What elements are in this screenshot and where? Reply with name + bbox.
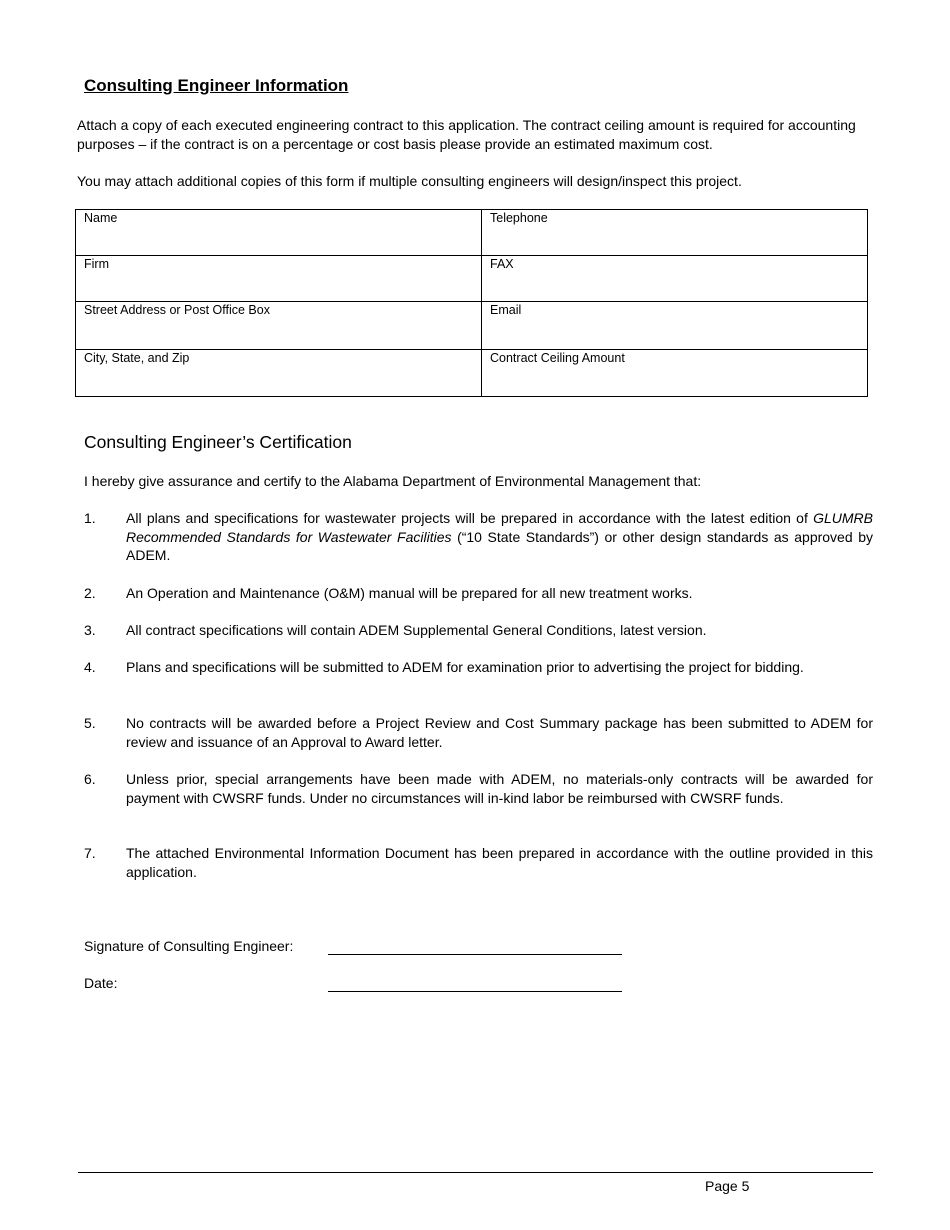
fax-field[interactable]	[482, 256, 868, 302]
list-number: 4.	[84, 659, 96, 675]
list-number: 7.	[84, 845, 96, 861]
field-label: Firm	[84, 257, 109, 271]
list-item	[84, 714, 873, 751]
contract-ceiling-field[interactable]	[482, 350, 868, 397]
list-item	[84, 844, 873, 881]
section-title: Consulting Engineer Information	[84, 76, 349, 95]
city-state-zip-field[interactable]	[76, 350, 482, 397]
date-label: Date:	[84, 975, 118, 991]
list-text: An Operation and Maintenance (O&M) manual will be prepared for all new treatment works.	[126, 585, 693, 601]
engineer-info-table	[75, 209, 868, 397]
field-label: Telephone	[490, 211, 548, 225]
additional-copies-note: You may attach additional copies of this form if multiple consulting engineers will design/inspect this project.	[77, 173, 742, 189]
table-row	[76, 350, 868, 397]
list-item	[84, 621, 873, 640]
table-row	[76, 256, 868, 302]
list-text-part: All plans and specifications for wastewater projects will be prepared in accordance with the latest edition of	[126, 510, 814, 526]
certification-title: Consulting Engineer’s Certification	[84, 432, 352, 452]
list-item	[84, 509, 873, 565]
table-row	[76, 302, 868, 350]
list-item	[84, 584, 873, 603]
standards-title: GLUMRB Recommended Standards for Wastewater Facilities	[126, 510, 873, 545]
list-item	[84, 658, 873, 677]
signature-line[interactable]	[328, 954, 622, 955]
field-label: Name	[84, 211, 118, 225]
field-label: Street Address or Post Office Box	[84, 303, 270, 317]
field-label: Email	[490, 303, 522, 317]
field-label: FAX	[490, 257, 514, 271]
list-text	[126, 509, 873, 565]
field-label: City, State, and Zip	[84, 351, 190, 365]
list-number: 2.	[84, 585, 96, 601]
contract-instructions: Attach a copy of each executed engineering contract to this application. The contract ceiling amount is required for accounting purposes – if the contract is on a percentage or cost basis please provide an estimated maximum cost.	[77, 117, 856, 152]
footer-divider	[78, 1172, 873, 1173]
firm-field[interactable]	[76, 256, 482, 302]
list-text-part: (“10 State Standards”) or other design standards as approved by ADEM.	[126, 528, 873, 563]
list-text: No contracts will be awarded before a Project Review and Cost Summary package has been submitted to ADEM for review and issuance of an Approval to Award letter.	[126, 715, 873, 750]
date-line[interactable]	[328, 991, 622, 992]
field-label: Contract Ceiling Amount	[490, 351, 625, 365]
list-text: Unless prior, special arrangements have been made with ADEM, no materials-only contracts will be awarded for payment with CWSRF funds. Under no circumstances will in-kind labor be reimbursed with CWSRF funds.	[126, 771, 873, 806]
street-address-field[interactable]	[76, 302, 482, 350]
list-number: 3.	[84, 622, 96, 638]
list-text: Plans and specifications will be submitted to ADEM for examination prior to advertising the project for bidding.	[126, 659, 804, 675]
list-number: 6.	[84, 771, 96, 787]
certification-intro: I hereby give assurance and certify to the Alabama Department of Environmental Management that:	[84, 473, 702, 489]
table-row	[76, 210, 868, 256]
list-item	[84, 770, 873, 807]
signature-label: Signature of Consulting Engineer:	[84, 938, 294, 954]
telephone-field[interactable]	[482, 210, 868, 256]
list-number: 5.	[84, 715, 96, 731]
page-number: Page 5	[705, 1178, 750, 1194]
list-number: 1.	[84, 510, 96, 526]
list-text: The attached Environmental Information Document has been prepared in accordance with the outline provided in this application.	[126, 845, 873, 880]
email-field[interactable]	[482, 302, 868, 350]
name-field[interactable]	[76, 210, 482, 256]
list-text: All contract specifications will contain ADEM Supplemental General Conditions, latest version.	[126, 622, 707, 638]
